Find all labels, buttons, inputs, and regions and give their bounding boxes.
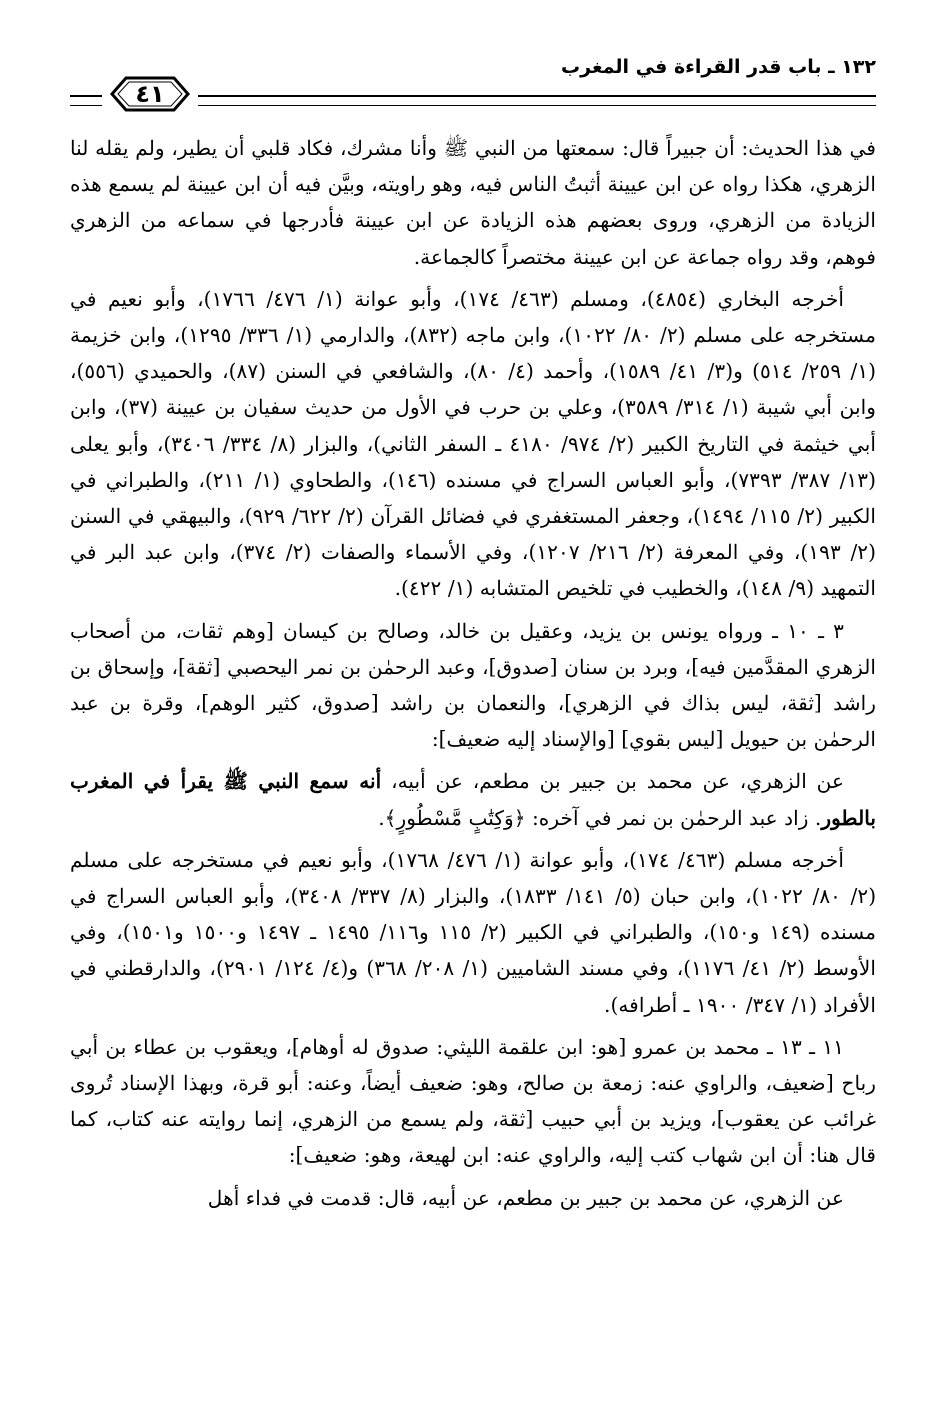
- paragraph-5: أخرجه مسلم (٤٦٣/ ١٧٤)، وأبو عوانة (١/ ٤٧٦/ ١٧٦٨)، وأبو نعيم في مستخرجه على مسلم (٢/ ٨٠/ ١٠٢٢)، وابن حبان (٥/ ١٤١/ ١٨٣٣)، والبزار (٨/ ٣٣٧/ ٣٤٠٨)، وأبو العباس السراج في مسنده (١٤٩ و١٥٠)، والطبراني في الكبير (٢/ ١١٥ و١١٦/ ١٤٩٥ ـ ١٤٩٧ و١٥٠٠ و١٥٠١)، وفي الأوسط (٢/ ٤١/ ١١٧٦)، وفي مسند الشاميين (١/ ٢٠٨/ ٣٦٨) و(٤/ ١٢٤/ ٢٩٠١)، والدارقطني في الأفراد (١/ ٣٤٧/ ١٩٠٠ ـ أطرافه).: [70, 847, 877, 1017]
- body-text: [70, 130, 876, 1222]
- paragraph-7: عن الزهري، عن محمد بن جبير بن مطعم، عن أبيه، قال: قدمت في فداء أهل: [207, 1185, 844, 1210]
- paragraph-4: [70, 763, 876, 835]
- paragraph-6: ١١ ـ ١٣ ـ محمد بن عمرو [هو: ابن علقمة الليثي: صدوق له أوهام]، ويعقوب بن عطاء بن أبي رباح [ضعيف، والراوي عنه: زمعة بن صالح، وهو: ضعيف أيضاً، وعنه: أبو قرة، وبهذا الإسناد تُروى غرائب عن يعقوب]، ويزيد بن أبي حبيب [ثقة، ولم يسمع من الزهري، إنما روايته عنه كتاب، كما قال هنا: أن ابن شهاب كتب إليه، والراوي عنه: ابن لهيعة، وهو: ضعيف]:: [70, 1034, 876, 1168]
- page-number: ٤١: [135, 80, 165, 108]
- paragraph-4-text: عن الزهري، عن محمد بن جبير بن مطعم، عن أبيه، أنه سمع النبي ﷺ يقرأ في المغرب بالطور. زاد عبد الرحمٰن بن نمر في آخره: ﴿وَكِتَٰبٍ مَّسْطُورٍ﴾.: [70, 769, 876, 830]
- paragraph-1: في هذا الحديث: أن جبيراً قال: سمعتها من النبي ﷺ وأنا مشرك، فكاد قلبي أن يطير، ولم يقله لنا الزهري، هكذا رواه عن ابن عيينة أثبتُ الناس فيه، وهو راويته، وبيَّن فيه أن ابن عيينة لم يسمع هذه الزيادة من الزهري، وروى بعضهم هذه الزيادة عن ابن عيينة فأدرجها في سماعه من الزهري فوهم، وقد رواه جماعة عن ابن عيينة مختصراً كالجماعة.: [70, 136, 876, 269]
- paragraph-2: أخرجه البخاري (٤٨٥٤)، ومسلم (٤٦٣/ ١٧٤)، وأبو عوانة (١/ ٤٧٦/ ١٧٦٦)، وأبو نعيم في مستخرجه على مسلم (٢/ ٨٠/ ١٠٢٢)، وابن ماجه (٨٣٢)، والدارمي (١/ ٣٣٦/ ١٢٩٥)، وابن خزيمة (١/ ٢٥٩/ ٥١٤) و(٣/ ٤١/ ١٥٨٩)، وأحمد (٤/ ٨٠)، والشافعي في السنن (٨٧)، والحميدي (٥٥٦)، وابن أبي شيبة (١/ ٣١٤/ ٣٥٨٩)، وعلي بن حرب في الأول من حديث سفيان بن عيينة (٣٧)، وابن أبي خيثمة في التاريخ الكبير (٢/ ٩٧٤/ ٤١٨٠ ـ السفر الثاني)، والبزار (٨/ ٣٣٤/ ٣٤٠٦)، وأبو يعلى (١٣/ ٣٨٧/ ٧٣٩٣)، وأبو العباس السراج في مسنده (١٤٦)، والطحاوي (١/ ٢١١)، والطبراني في الكبير (٢/ ١١٥/ ١٤٩٤)، وجعفر المستغفري في فضائل القرآن (٢/ ٦٢٢/ ٩٢٩)، والبيهقي في السنن (٢/ ١٩٣)، وفي المعرفة (٢/ ٢١٦/ ١٢٠٧)، وفي الأسماء والصفات (٢/ ٣٧٤)، وابن عبد البر في التمهيد (٩/ ١٤٨)، والخطيب في تلخيص المتشابه (١/ ٤٢٢).: [70, 286, 877, 601]
- hadith-text-bold: أنه سمع النبي ﷺ يقرأ في المغرب بالطور: [70, 769, 876, 830]
- page-number-badge: [102, 72, 198, 116]
- chapter-title: ١٣٢ ـ باب قدر القراءة في المغرب: [561, 56, 876, 78]
- paragraph-3: ٣ ـ ١٠ ـ ورواه يونس بن يزيد، وعقيل بن خالد، وصالح بن كيسان [وهم ثقات، من أصحاب الزهري المقدَّمين فيه]، وبرد بن سنان [صدوق]، وعبد الرحمٰن بن نمر اليحصبي [ثقة]، وإسحاق بن راشد [ثقة، ليس بذاك في الزهري]، والنعمان بن راشد [صدوق، كثير الوهم]، وقرة بن عبد الرحمٰن بن حيويل [ليس بقوي] [والإسناد إليه ضعيف]:: [70, 618, 876, 752]
